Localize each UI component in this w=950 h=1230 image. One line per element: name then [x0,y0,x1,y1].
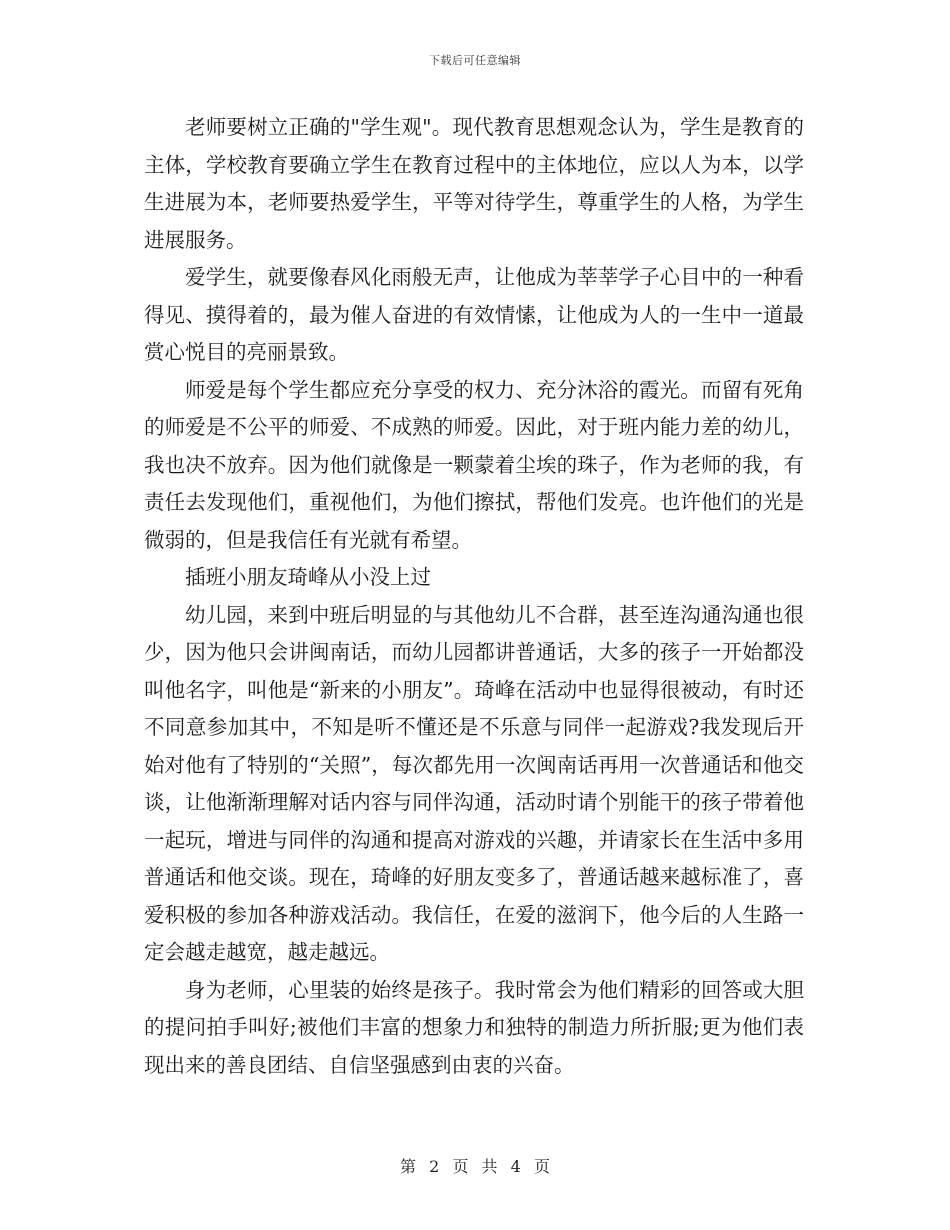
footer-total-prefix: 共 [481,1157,498,1176]
page-footer [0,1154,950,1177]
paragraph-qifeng-intro: 插班小朋友琦峰从小没上过 [185,565,431,589]
footer-page-word: 页 [452,1157,469,1176]
paragraph-teacher-heart: 身为老师，心里装的始终是孩子。我时常会为他们精彩的回答或大胆的提问拍手叫好;被他们丰富的想象力和独特的制造力所折服;更为他们表现出来的善良团结、自信坚强感到由衷的兴奋。 [144,977,804,1077]
paragraph-teacher-love: 师爱是每个学生都应充分享受的权力、充分沐浴的霞光。而留有死角的师爱是不公平的师爱、不成熟的师爱。因此，对于班内能力差的幼儿，我也决不放弃。因为他们就像是一颗蒙着尘埃的珠子，作为老师的我，有责任去发现他们，重视他们，为他们擦拭，帮他们发亮。也许他们的光是微弱的，但是我信任有光就有希望。 [144,377,804,552]
paragraph-qifeng-story: 幼儿园，来到中班后明显的与其他幼儿不合群，甚至连沟通沟通也很少，因为他只会讲闽南话，而幼儿园都讲普通话，大多的孩子一开始都没叫他名字，叫他是“新来的小朋友”。琦峰在活动中也显得很被动，有时还不同意参加其中，不知是听不懂还是不乐意与同伴一起游戏?我发现后开始对他有了特别的“关照”，每次都先用一次闽南话再用一次普通话和他交谈，让他渐渐理解对话内容与同伴沟通，活动时请个别能干的孩子带着他一起玩，增进与同伴的沟通和提高对游戏的兴趣，并请家长在生活中多用普通话和他交谈。现在，琦峰的好朋友变多了，普通话越来越标准了，喜爱积极的参加各种游戏活动。我信任，在爱的滋润下，他今后的人生路一定会越走越宽，越走越远。 [144,602,804,964]
paragraph-student-view: 老师要树立正确的"学生观"。现代教育思想观念认为，学生是教育的主体，学校教育要确立学生在教育过程中的主体地位，应以人为本，以学生进展为本，老师要热爱学生，平等对待学生，尊重学生的人格，为学生进展服务。 [144,115,804,252]
page-header: 下载后可任意编辑 [429,54,521,67]
footer-total-pages: 4 [510,1157,521,1176]
footer-suffix: 页 [533,1157,550,1176]
footer-current-page: 2 [429,1157,440,1176]
paragraph-love-students: 爱学生，就要像春风化雨般无声，让他成为莘莘学子心目中的一种看得见、摸得着的，最为催人奋进的有效情愫，让他成为人的一生中一道最赏心悦目的亮丽景致。 [144,265,804,364]
document-body [144,109,804,1084]
footer-prefix: 第 [400,1157,417,1176]
